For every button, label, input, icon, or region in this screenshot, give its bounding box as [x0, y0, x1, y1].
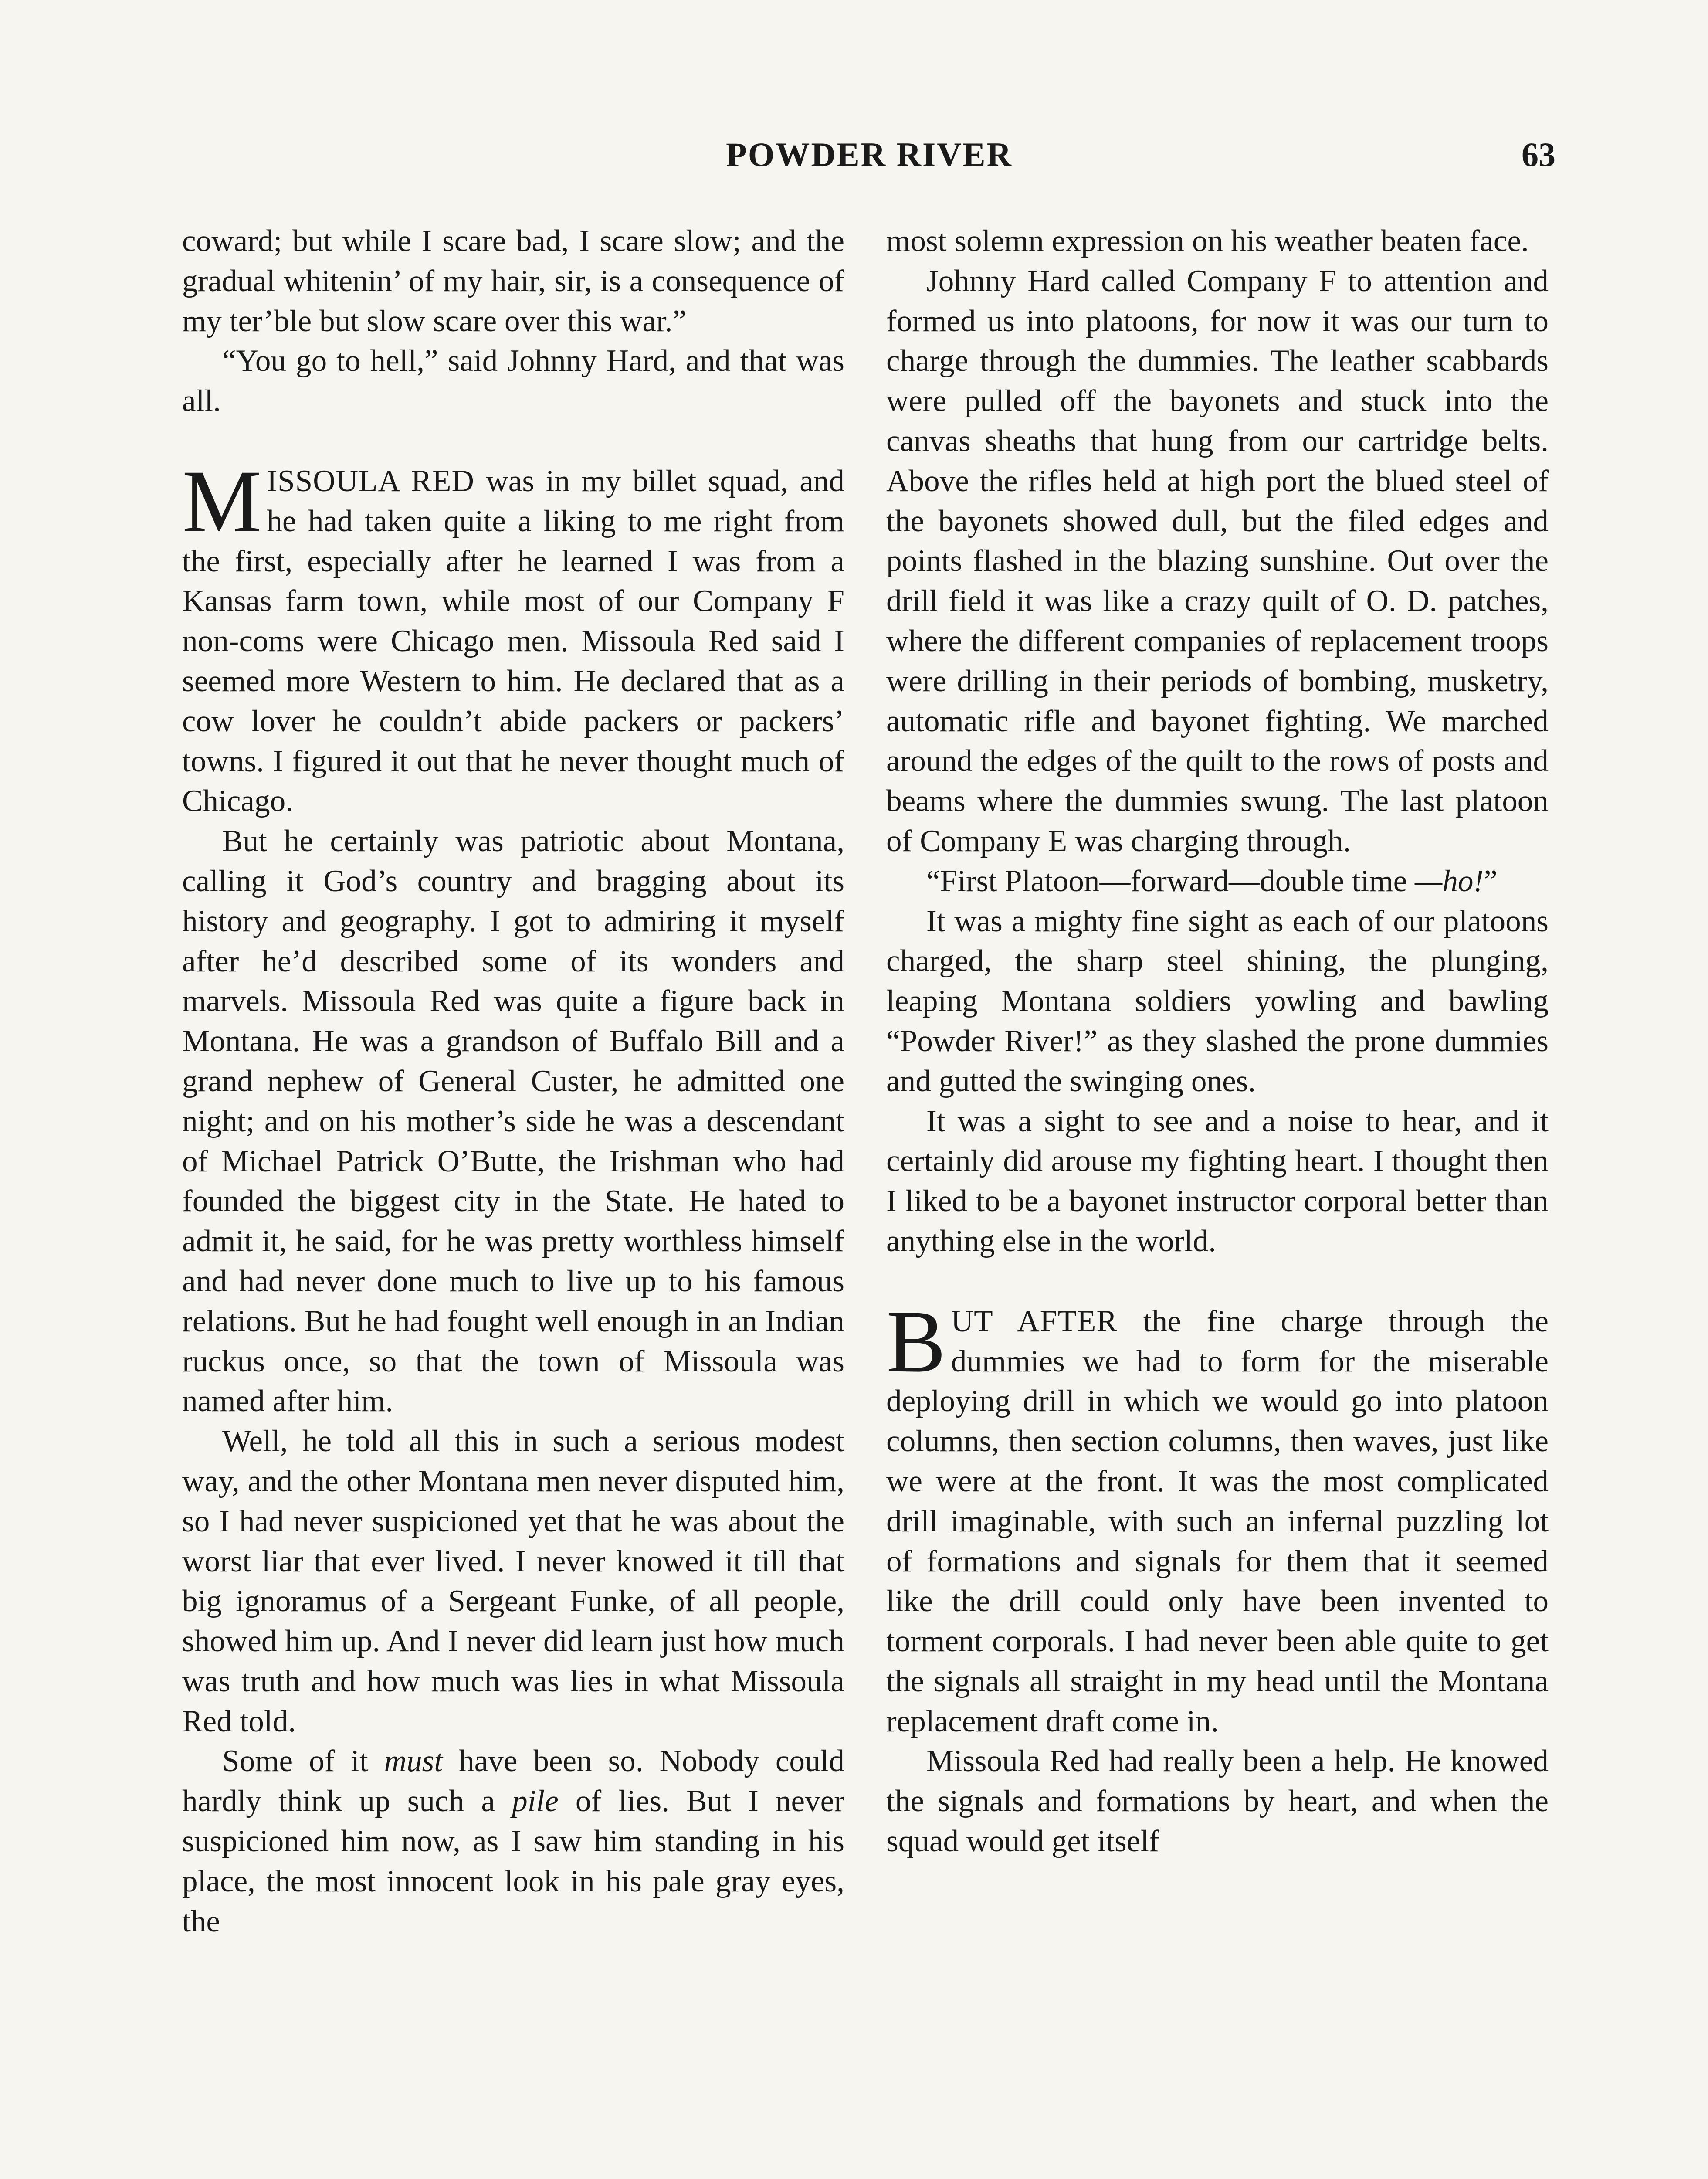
paragraph: Johnny Hard called Company F to attention and formed us into platoons, for now it was our turn to charge through the dummies. The leather scabbards were pulled off the bayonets and stuck into the canvas sheaths that hung from our cartridge belts. Above the rifles held at high port the blued steel of the bayonets showed dull, but the filed edges and points flashed in the blazing sunshine. Out over the drill field it was like a crazy quilt of O. D. patches, where the different companies of replacement troops were drilling in their periods of bombing, musketry, automatic rifle and bayonet fighting. We marched around the edges of the quilt to the rows of posts and beams where the dummies swung. The last platoon of Company E was charging through. — [886, 264, 1549, 858]
paragraph: But he certainly was patriotic about Montana, calling it God’s country and bragging about its history and geography. I got to admiring it myself after he’d described some of its wonders and marvels. Missoula Red was quite a figure back in Montana. He was a grandson of Buffalo Bill and a grand nephew of General Custer, he admitted one night; and on his mother’s side he was a descendant of Michael Patrick O’Butte, the Irishman who had founded the biggest city in the State. He hated to admit it, he said, for he was pretty worthless himself and had never done much to live up to his famous relations. But he had fought well enough in an Indian ruckus once, so that the town of Missoula was named after him. — [182, 824, 844, 1419]
paragraph — [182, 1741, 844, 1941]
section-start-paragraph — [886, 1292, 1549, 1742]
paragraph: Well, he told all this in such a serious modest way, and the other Montana men never disputed him, so I had never suspicioned yet that he was about the worst liar that ever lived. I never knowed it till that big ignoramus of a Sergeant Funke, of all people, showed him up. And I never did learn just how much was truth and how much was lies in what Missoula Red told. — [182, 1424, 844, 1738]
page-header — [183, 131, 1556, 183]
paragraph-text: the fine charge through the dummies we had to form for the miserable deploying drill in which we would go into platoon columns, then section columns, then waves, just like we were at the front. It was the most complicated drill imaginable, with such an infernal puzzling lot of formations and signals for them that it seemed like the drill could only have been invented to torment corporals. I had never been able quite to get the signals all straight in my head until the Montana replacement draft come in. — [886, 1304, 1549, 1738]
drop-cap: B — [886, 1292, 946, 1391]
drop-cap: M — [182, 451, 262, 551]
running-title: POWDER RIVER — [726, 136, 1013, 173]
page-number: 63 — [1522, 136, 1556, 173]
emphasis: pile — [512, 1784, 559, 1819]
paragraph-text: have been so. Nobody could hardly think up such a — [182, 1744, 844, 1819]
paragraph: It was a mighty fine sight as each of our platoons charged, the sharp steel shining, the plunging, leaping Montana soldiers yowling and bawling “Powder River!” as they slashed the prone dummies and gutted the swinging ones. — [886, 904, 1549, 1098]
right-column — [886, 221, 1549, 1862]
paragraph-text: of lies. But I never suspicioned him now, as I saw him standing in his place, the most innocent look in his pale gray eyes, the — [182, 1784, 844, 1938]
paragraph: “You go to hell,” said Johnny Hard, and that was all. — [182, 344, 844, 418]
emphasis: must — [384, 1744, 443, 1778]
paragraph: coward; but while I scare bad, I scare slow; and the gradual whitenin’ of my hair, sir, is a consequence of my ter’ble but slow scare over this war.” — [182, 224, 844, 338]
lead-in: UT AFTER — [951, 1304, 1118, 1338]
section-start-paragraph — [182, 451, 844, 821]
paragraph — [886, 862, 1549, 902]
lead-in: ISSOULA RED — [267, 464, 474, 498]
paragraph-text: Some of it — [222, 1744, 384, 1778]
paragraph-text: “First Platoon—forward—double time — [926, 864, 1415, 898]
paragraph: most solemn expression on his weather beaten face. — [886, 224, 1529, 258]
emphasis: —ho! — [1415, 864, 1484, 898]
paragraph-text: was in my billet squad, and he had taken quite a liking to me right from the first, especially after he learned I was from a Kansas farm town, while most of our Company F non-coms were Chicago men. Missoula Red said I seemed more Western to him. He declared that as a cow lover he couldn’t abide packers or packers’ towns. I figured it out that he never thought much of Chicago. — [182, 464, 844, 818]
paragraph: It was a sight to see and a noise to hear, and it certainly did arouse my fighting heart. I thought then I liked to be a bayonet instructor corporal better than anything else in the world. — [886, 1104, 1549, 1258]
left-column — [182, 221, 844, 1941]
paragraph-text: ” — [1484, 864, 1498, 898]
paragraph: Missoula Red had really been a help. He knowed the signals and formations by heart, and when the squad would get itself — [886, 1744, 1549, 1859]
